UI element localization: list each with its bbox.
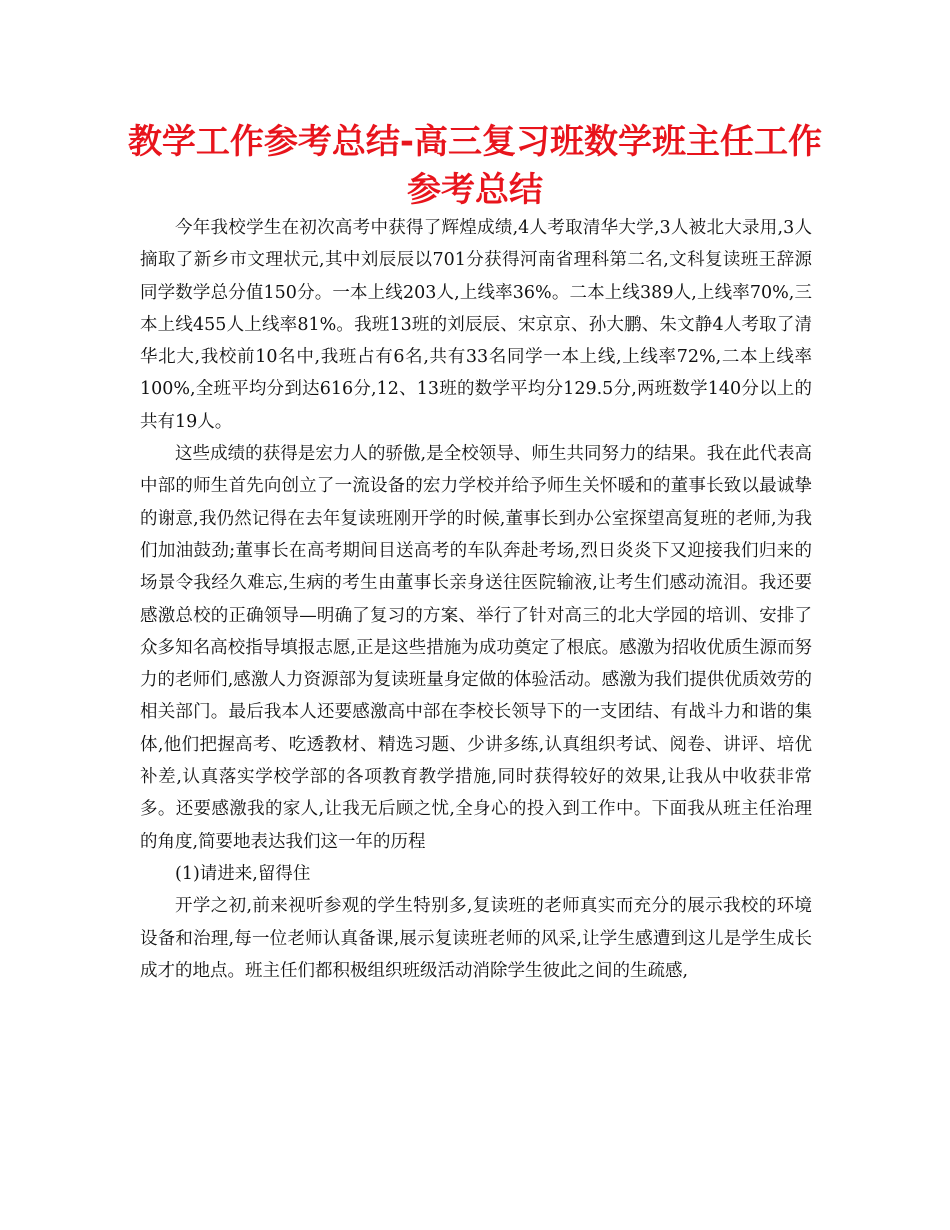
document-body — [140, 212, 812, 987]
paragraph-section-1: 开学之初,前来视听参观的学生特别多,复读班的老师真实而充分的展示我校的环境设备和治理,每一位老师认真备课,展示复读班老师的风采,让学生感遭到这儿是学生成长成才的地点。班主任们都积极组织班级活动消除学生彼此之间的生疏感, — [140, 896, 812, 981]
document-title: 教学工作参考总结-高三复习班数学班主任工作参考总结 — [127, 122, 823, 210]
section-heading-1: (1)请进来,留得住 — [175, 863, 311, 884]
paragraph-results: 今年我校学生在初次高考中获得了辉煌成绩,4人考取清华大学,3人被北大录用,3人摘取了新乡市文理状元,其中刘辰辰以701分获得河南省理科第二名,文科复读班王辞源同学数学总分值150分。一本上线203人,上线率36%。二本上线389人,上线率70%,三本上线455人上线率81%。我班13班的刘辰辰、宋京京、孙大鹏、朱文静4人考取了清华北大,我校前10名中,我班占有6名,共有33名同学一本上线,上线率72%,二本上线率100%,全班平均分到达616分,12、13班的数学平均分129.5分,两班数学140分以上的共有19人。 — [140, 218, 812, 432]
paragraph-thanks: 这些成绩的获得是宏力人的骄傲,是全校领导、师生共同努力的结果。我在此代表高中部的师生首先向创立了一流设备的宏力学校并给予师生关怀暖和的董事长致以最诚挚的谢意,我仍然记得在去年复读班刚开学的时候,董事长到办公室探望高复班的老师,为我们加油鼓劲;董事长在高考期间目送高考的车队奔赴考场,烈日炎炎下又迎接我们归来的场景令我经久难忘,生病的考生由董事长亲身送往医院输液,让考生们感动流泪。我还要感激总校的正确领导—明确了复习的方案、举行了针对高三的北大学园的培训、安排了众多知名高校指导填报志愿,正是这些措施为成功奠定了根底。感激为招收优质生源而努力的老师们,感激人力资源部为复读班量身定做的体验活动。感激为我们提供优质效劳的相关部门。最后我本人还要感激高中部在李校长领导下的一支团结、有战斗力和谐的集体,他们把握高考、吃透教材、精选习题、少讲多练,认真组织考试、阅卷、讲评、培优补差,认真落实学校学部的各项教育教学措施,同时获得较好的效果,让我从中收获非常多。还要感激我的家人,让我无后顾之忧,全身心的投入到工作中。下面我从班主任治理的角度,简要地表达我们这一年的历程 — [140, 444, 812, 852]
